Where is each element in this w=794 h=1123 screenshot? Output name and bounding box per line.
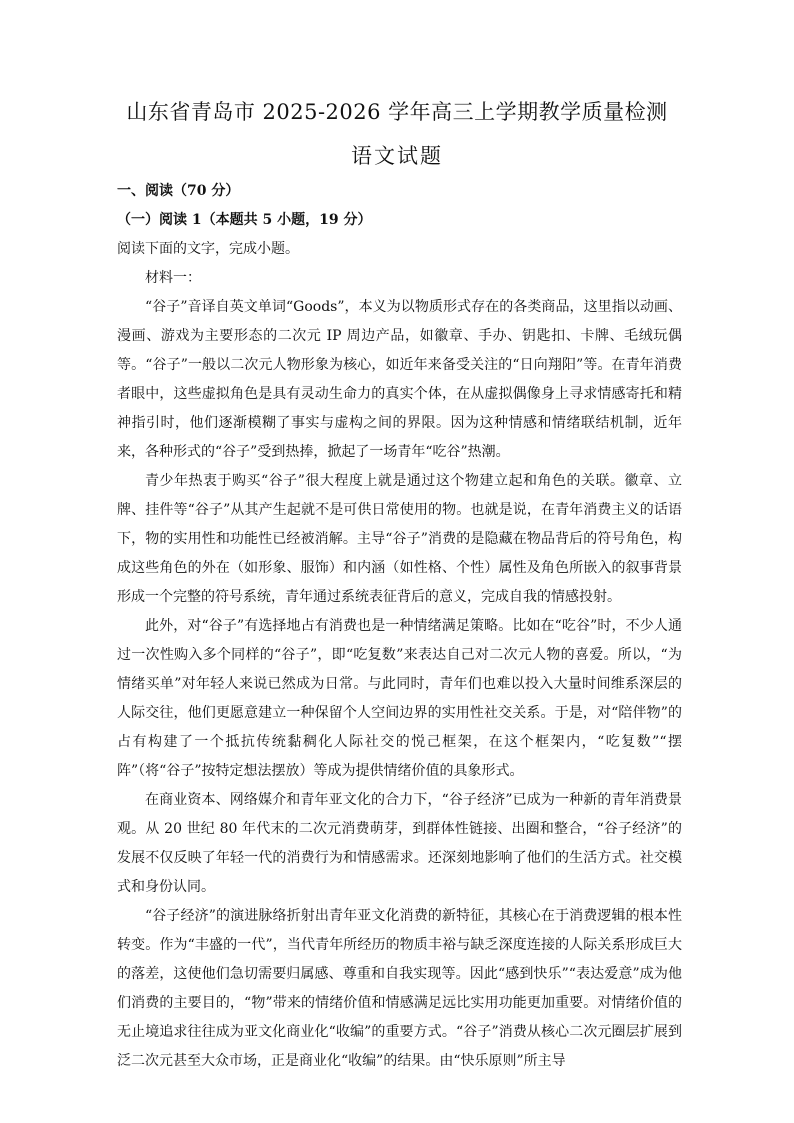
paragraph: 此外，对“谷子”有选择地占有消费也是一种情绪满足策略。比如在“吃谷”时，不少人通过一次性购入多个同样的“谷子”，即“吃复数”来表达自己对二次元人物的喜爱。所以，“为情绪买单”对年轻人来说已然成为日常。与此同时，青年们也难以投入大量时间维系深层的人际交往，他们更愿意建立一种保留个人空间边界的实用性社交关系。于是，对“陪伴物”的占有构建了一个抵抗传统黏稠化人际社交的悦己框架，在这个框架内，“吃复数”“摆阵”（将“谷子”按特定想法摆放）等成为提供情绪价值的具象形式。: [117, 618, 682, 779]
document-subtitle: 语文试题: [351, 144, 443, 168]
instruction-text: 阅读下面的文字，完成小题。: [117, 241, 299, 257]
paragraph: “谷子经济”的演进脉络折射出青年亚文化消费的新特征，其核心在于消费逻辑的根本性转变。作为“丰盛的一代”，当代青年所经历的物质丰裕与缺乏深度连接的人际关系形成巨大的落差，这使他们急切需要归属感、尊重和自我实现等。因此“感到快乐”“表达爱意”成为他们消费的主要目的，“物”带来的情绪价值和情感满足远比实用功能更加重要。对情绪价值的无止境追求往往成为亚文化商业化“收编”的重要方式。“谷子”消费从核心二次元圈层扩展到泛二次元甚至大众市场，正是商业化“收编”的结果。由“快乐原则”所主导: [117, 908, 682, 1069]
document-title: 山东省青岛市 2025-2026 学年高三上学期教学质量检测: [126, 100, 668, 124]
paragraph: “谷子”音译自英文单词“Goods”，本义为以物质形式存在的各类商品，这里指以动画、漫画、游戏为主要形态的二次元 IP 周边产品，如徽章、手办、钥匙扣、卡牌、毛绒玩偶等。“谷子”一般以二次元人物形象为核心，如近年来备受关注的“日向翔阳”等。在青年消费者眼中，这些虚拟角色是具有灵动生命力的真实个体，在从虚拟偶像身上寻求情感寄托和精神指引时，他们逐渐模糊了事实与虚构之间的界限。因为这种情感和情绪联结机制，近年来，各种形式的“谷子”受到热捧，掀起了一场青年“吃谷”热潮。: [117, 299, 682, 460]
paragraph: 在商业资本、网络媒介和青年亚文化的合力下，“谷子经济”已成为一种新的青年消费景观。从 20 世纪 80 年代末的二次元消费萌芽，到群体性链接、出圈和整合，“谷子经济”的发展不仅反映了年轻一代的消费行为和情感需求。还深刻地影响了他们的生活方式。社交模式和身份认同。: [117, 792, 682, 895]
subsection-heading: （一）阅读 1（本题共 5 小题，19 分）: [117, 212, 372, 228]
section-heading: 一、阅读（70 分）: [117, 183, 240, 199]
document-body: [117, 177, 682, 1076]
material-label: 材料一：: [145, 270, 201, 286]
paragraph: 青少年热衷于购买“谷子”很大程度上就是通过这个物建立起和角色的关联。徽章、立牌、挂件等“谷子”从其产生起就不是可供日常使用的物。也就是说，在青年消费主义的话语下，物的实用性和功能性已经被消解。主导“谷子”消费的是隐藏在物品背后的符号角色，构成这些角色的外在（如形象、服饰）和内涵（如性格、个性）属性及角色所嵌入的叙事背景形成一个完整的符号系统，青年通过系统表征背后的意义，完成自我的情感投射。: [117, 473, 682, 605]
